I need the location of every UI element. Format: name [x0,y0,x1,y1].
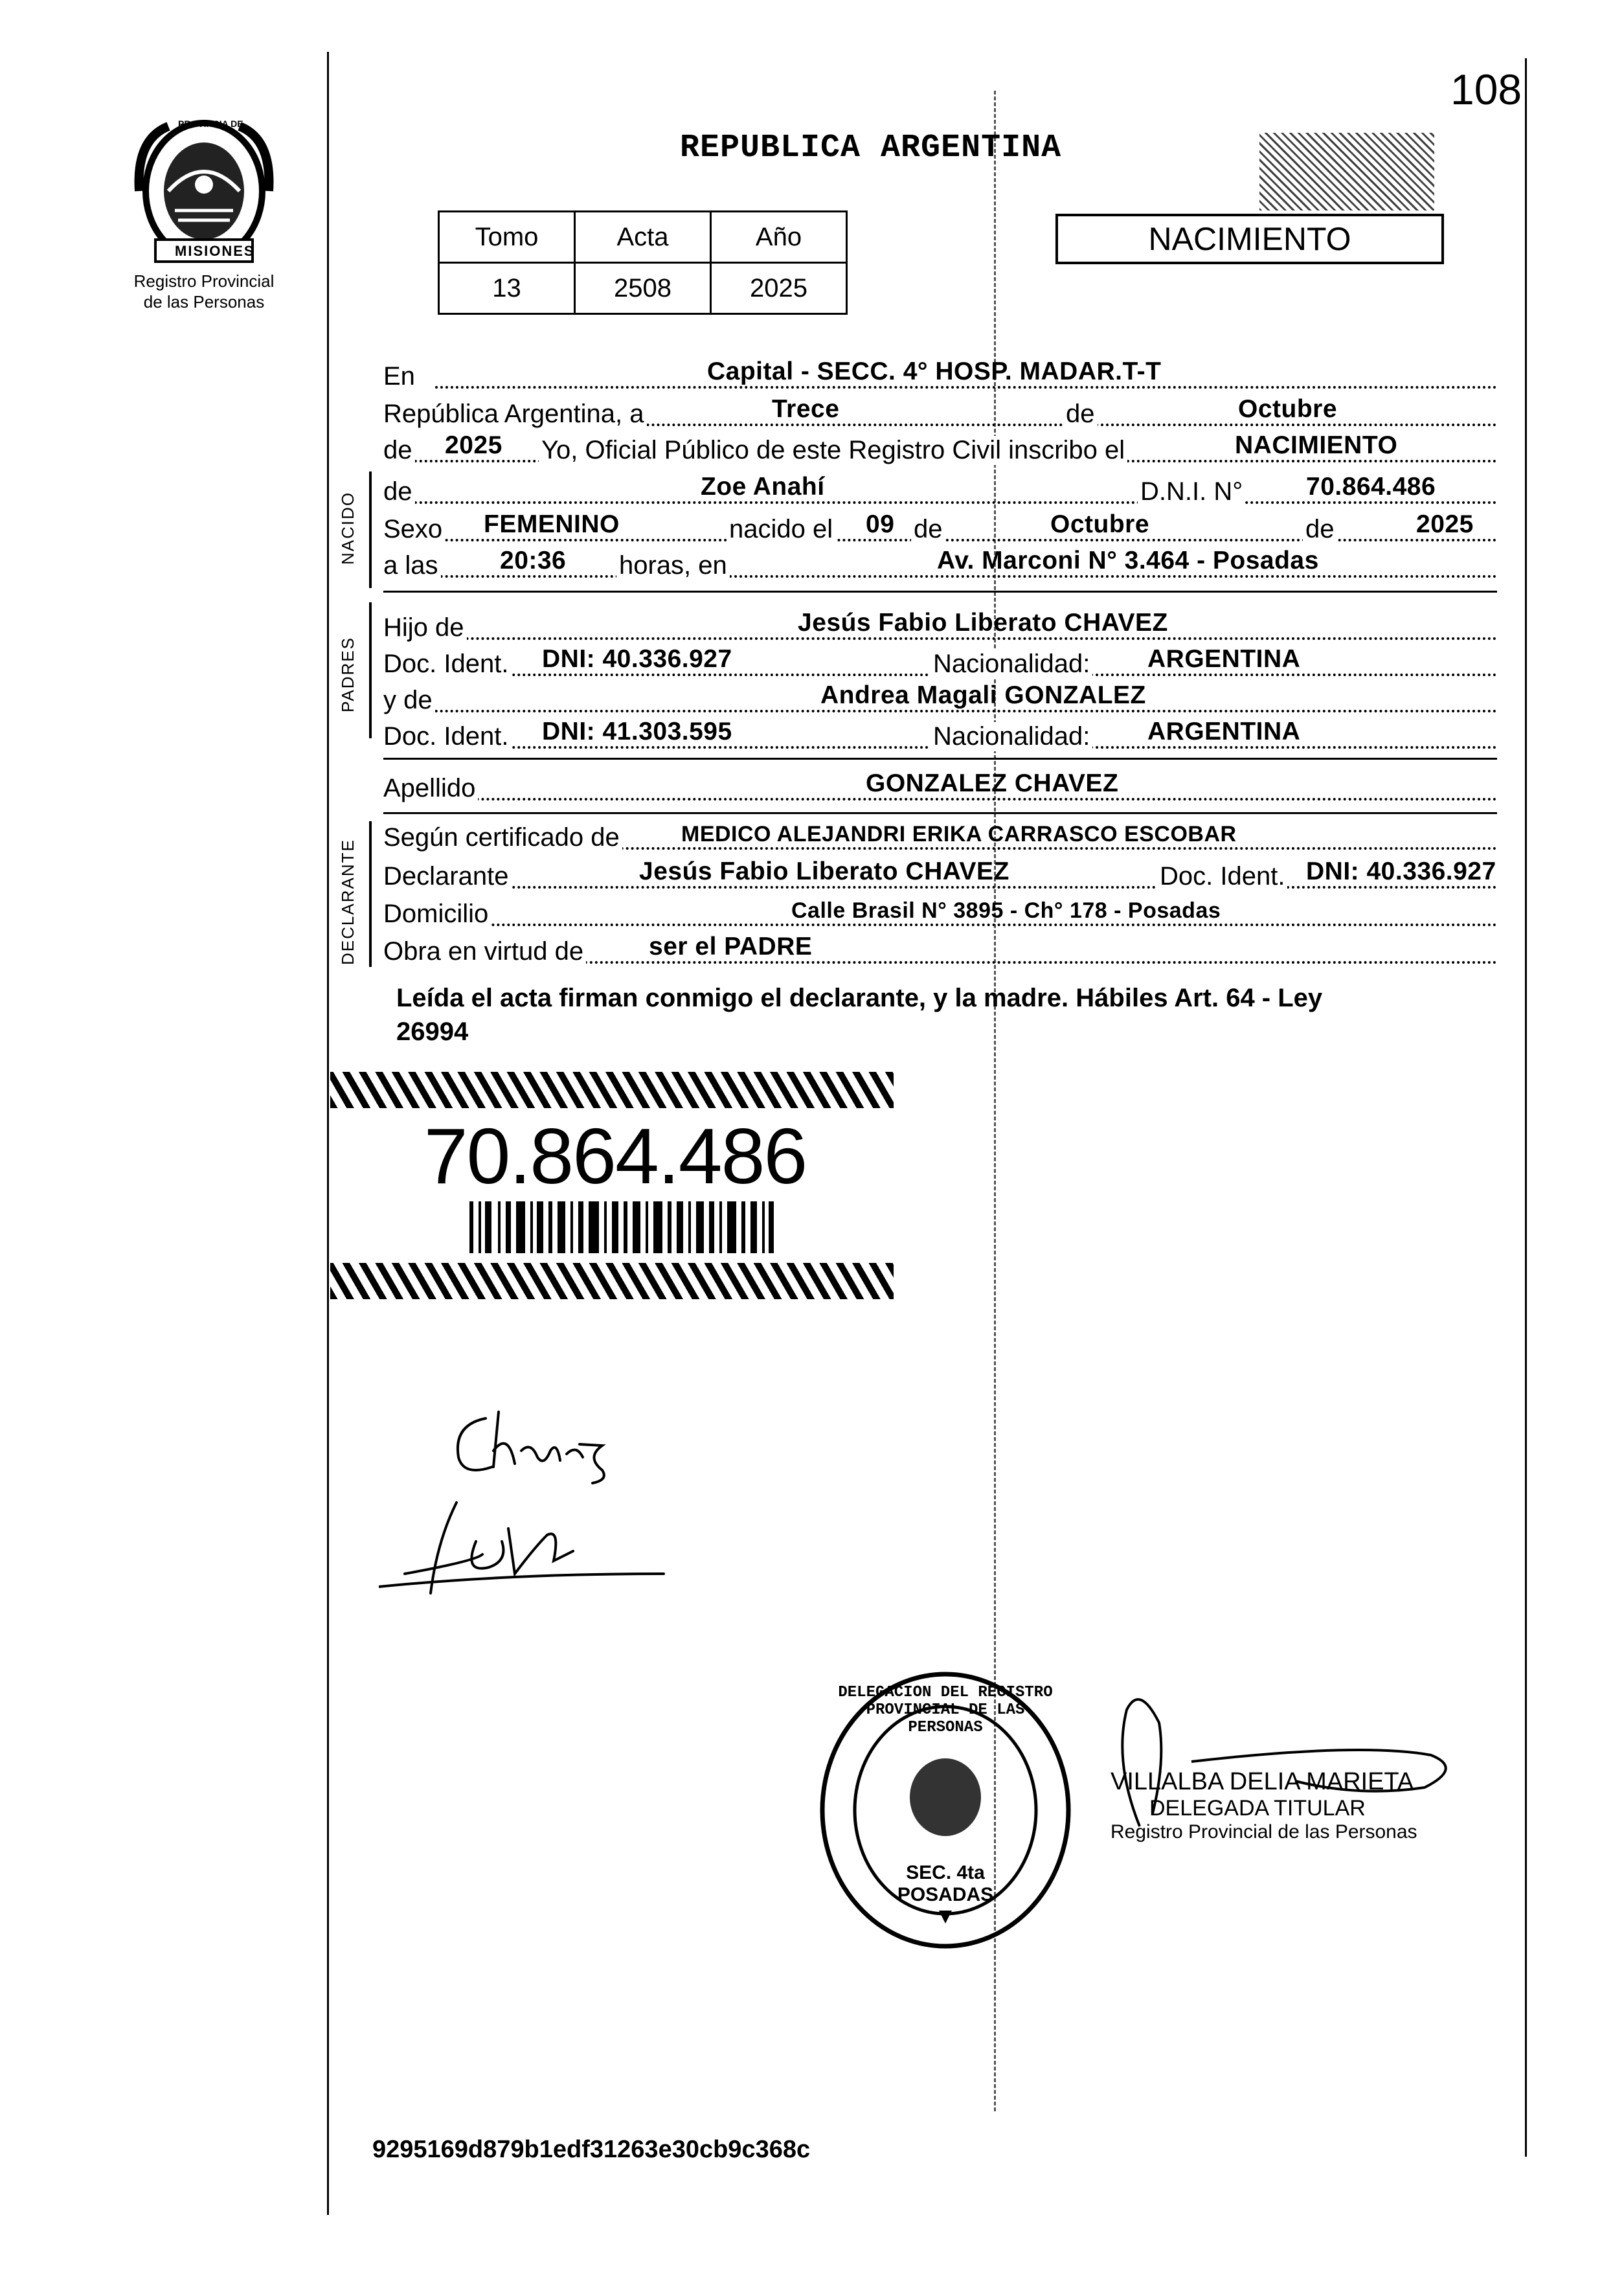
registry-caption [110,271,298,312]
padres-bracket [369,602,372,738]
mother-nationality: ARGENTINA [1147,718,1301,745]
document-hash: 9295169d879b1edf31263e30cb9c368c [372,2136,811,2163]
father-nationality: ARGENTINA [1147,645,1301,673]
de2-label: de [383,436,415,465]
domicilio-label: Domicilio [383,900,491,929]
father-name: Jesús Fabio Liberato CHAVEZ [798,609,1168,637]
father-doc: DNI: 40.336.927 [542,645,732,673]
closing-line-1: Leída el acta firman conmigo el declarante, y la madre. Hábiles Art. 64 - Ley [396,984,1323,1012]
hijo-de-label: Hijo de [383,613,467,642]
acta-value: 2508 [575,263,711,314]
padres-side-label: PADRES [338,637,357,712]
row-father-doc [383,644,1497,683]
apellido-label: Apellido [383,774,478,803]
country-title: REPUBLICA ARGENTINA [680,130,1062,166]
cert-value: MEDICO ALEJANDRI ERIKA CARRASCO ESCOBAR [681,822,1237,846]
obra-value: ser el PADRE [649,933,813,960]
republica-label: República Argentina, a [383,400,647,429]
en-value: Capital - SECC. 4° HOSP. MADAR.T-T [707,358,1162,385]
security-band-bottom [330,1263,894,1299]
declarante-bracket [369,821,372,967]
sexo-value: FEMENINO [484,510,620,538]
section-divider [383,812,1497,814]
declarante-label: Declarante [383,862,511,891]
row-sexo [383,509,1497,548]
birth-place: Av. Marconi N° 3.464 - Posadas [937,547,1319,574]
closing-line-2: 26994 [396,1017,469,1046]
dotted-leader [383,798,1497,800]
acta-header: Acta [575,212,711,263]
register-table [438,210,848,315]
row-hora [383,545,1497,584]
y-de-label: y de [383,686,435,715]
nacido-bracket [369,471,372,588]
horas-label: horas, en [616,551,730,580]
official-title: DELEGADA TITULAR [1149,1796,1366,1821]
dni-label: D.N.I. N° [1138,477,1245,506]
stamp-outer-text: DELEGACION DEL REGISTRO PROVINCIAL DE LAS PERSONAS [838,1684,1053,1736]
birth-de-label: de [911,515,945,544]
obra-label: Obra en virtud de [383,937,586,966]
right-margin-line [1525,58,1527,2157]
nacido-el-label: nacido el [727,515,835,544]
day-value: Trece [772,395,840,423]
row-apellido [383,768,1497,807]
dotted-leader [383,501,1497,504]
child-dni: 70.864.486 [1306,473,1436,501]
row-certificado [383,817,1497,856]
registry-caption-line1: Registro Provincial [133,271,275,291]
en-label: En [383,362,418,391]
signature-2 [379,1490,677,1619]
closing-text [396,981,1497,1049]
cert-label: Según certificado de [383,823,622,852]
logo-bottom-text: MISIONES [175,243,255,259]
mother-nat-label: Nacionalidad: [930,722,1092,751]
official-block [1111,1768,1499,1843]
province-logo [130,113,278,269]
dotted-leader [383,575,1497,578]
row-republica [383,394,1497,433]
declarante-doc-label: Doc. Ident. [1157,862,1287,891]
mother-doc: DNI: 41.303.595 [542,718,732,745]
signature-chavez [447,1405,615,1490]
tomo-header: Tomo [439,212,575,263]
nacido-de-label: de [383,477,415,506]
row-hijo-de [383,607,1497,646]
month-value: Octubre [1238,395,1338,423]
declarante-doc: DNI: 40.336.927 [1306,857,1496,885]
father-nat-label: Nacionalidad: [930,650,1092,679]
inscribo-value: NACIMIENTO [1235,431,1398,459]
row-y-de [383,680,1497,719]
birth-de-label-2: de [1303,515,1337,544]
row-mother-doc [383,716,1497,755]
dotted-leader [383,637,1497,640]
de-label: de [1063,400,1098,429]
row-obra [383,931,1497,970]
security-band-top [330,1072,894,1108]
dotted-leader [383,886,1497,889]
stamp-inner-text: SEC. 4ta POSADAS [897,1862,994,1905]
left-margin-line [327,52,329,2215]
official-institution: Registro Provincial de las Personas [1111,1821,1417,1843]
declarante-side-label: DECLARANTE [338,839,357,965]
section-divider [383,591,1497,593]
birth-time: 20:36 [500,547,567,574]
mother-doc-label: Doc. Ident. [383,722,511,751]
official-stamp [816,1668,1075,1953]
row-declarante [383,856,1497,895]
anio-header: Año [711,212,847,263]
inscribo-label: Yo, Oficial Público de este Registro Civil inscribo el [539,436,1127,465]
act-type-box [1055,214,1444,264]
declarante-value: Jesús Fabio Liberato CHAVEZ [639,857,1009,885]
child-name: Zoe Anahí [701,473,825,501]
tomo-value: 13 [439,263,575,314]
dotted-leader [383,924,1497,926]
domicilio-value: Calle Brasil N° 3895 - Ch° 178 - Posadas [791,898,1221,923]
birth-year: 2025 [1416,510,1474,538]
act-type-label: NACIMIENTO [1148,221,1351,257]
dotted-leader [383,710,1497,712]
dotted-leader [435,386,1497,389]
sexo-label: Sexo [383,515,445,544]
birth-day: 09 [866,510,895,538]
row-nacido-name [383,471,1497,510]
father-doc-label: Doc. Ident. [383,650,511,679]
official-name: VILLALBA DELIA MARIETA [1111,1768,1414,1795]
row-en [383,356,1497,395]
register-table-value-row [439,263,847,314]
logo-top-text: PROVINCIA DE [178,119,243,129]
section-divider [383,758,1497,760]
page-number: 108 [1450,65,1522,113]
security-pattern [1259,133,1434,210]
apellido-value: GONZALEZ CHAVEZ [866,769,1119,797]
mother-name: Andrea Magali GONZALEZ [820,681,1146,709]
nacido-side-label: NACIDO [338,491,357,565]
birth-month: Octubre [1050,510,1150,538]
year-value: 2025 [445,431,502,459]
id-number-large: 70.864.486 [423,1112,807,1200]
barcode [469,1201,774,1253]
anio-value: 2025 [711,263,847,314]
row-inscribo [383,430,1497,469]
a-las-label: a las [383,551,441,580]
registry-caption-line2: de las Personas [143,292,265,312]
register-table-header-row [439,212,847,263]
row-domicilio [383,894,1497,933]
